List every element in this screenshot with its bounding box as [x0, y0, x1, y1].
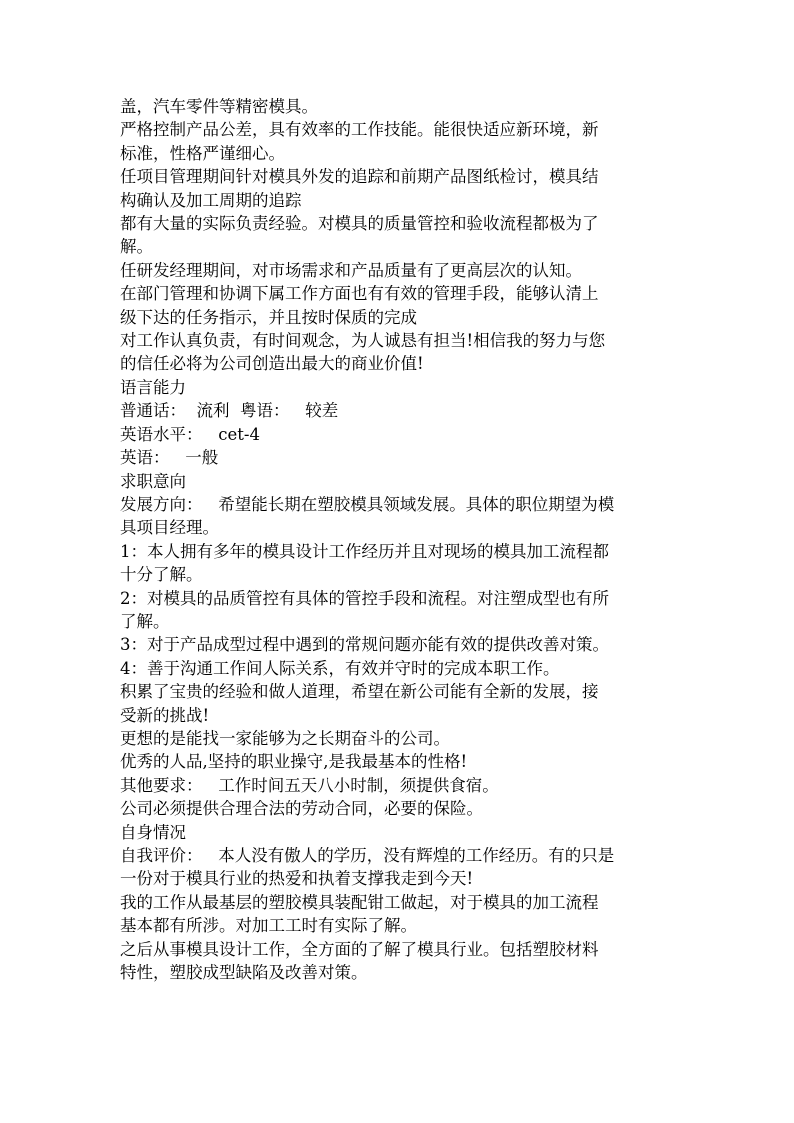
- text-line: 1：本人拥有多年的模具设计工作经历并且对现场的模具加工流程都: [120, 541, 609, 561]
- text-line: 英语水平： cet-4: [120, 424, 260, 444]
- text-line: 4：善于沟通工作间人际关系，有效并守时的完成本职工作。: [120, 658, 560, 678]
- text-line: 解。: [120, 237, 153, 257]
- section-heading-language: 语言能力: [120, 377, 186, 397]
- text-line: 盖，汽车零件等精密模具。: [120, 97, 318, 116]
- text-line: 英语： 一般: [120, 448, 219, 468]
- text-line: 任研发经理期间，对市场需求和产品质量有了更高层次的认知。: [120, 260, 582, 280]
- text-line: 严格控制产品公差，具有效率的工作技能。能很快适应新环境，新: [120, 120, 599, 140]
- text-line: 在部门管理和协调下属工作方面也有有效的管理手段，能够认清上: [120, 284, 599, 304]
- text-line: 普通话： 流利 粤语： 较差: [120, 401, 339, 421]
- text-line: 其他要求： 工作时间五天八小时制，须提供食宿。: [120, 775, 499, 795]
- section-heading-job-intention: 求职意向: [120, 471, 186, 491]
- text-line: 任项目管理期间针对模具外发的追踪和前期产品图纸检讨，模具结: [120, 167, 599, 187]
- text-line: 受新的挑战!: [120, 705, 210, 725]
- text-line: 的信任必将为公司创造出最大的商业价值!: [120, 354, 424, 374]
- section-heading-self-situation: 自身情况: [120, 822, 186, 842]
- text-line: 标准，性格严谨细心。: [120, 143, 285, 163]
- text-line: 级下达的任务指示，并且按时保质的完成: [120, 307, 417, 327]
- text-line: 之后从事模具设计工作，全方面的了解了模具行业。包括塑胶材料: [120, 939, 599, 959]
- text-line: 自我评价： 本人没有傲人的学历，没有辉煌的工作经历。有的只是: [120, 846, 615, 865]
- text-line: 公司必须提供合理合法的劳动合同，必要的保险。: [120, 799, 483, 819]
- text-line: 发展方向： 希望能长期在塑胶模具领域发展。具体的职位期望为模: [120, 494, 615, 514]
- text-line: 我的工作从最基层的塑胶模具装配钳工做起，对于模具的加工流程: [120, 892, 599, 912]
- text-line: 2：对模具的品质管控有具体的管控手段和流程。对注塑成型也有所: [120, 588, 609, 608]
- text-line: 都有大量的实际负责经验。对模具的质量管控和验收流程都极为了: [120, 214, 599, 234]
- text-line: 优秀的人品,坚持的职业操守,是我最基本的性格!: [120, 752, 468, 772]
- text-line: 了解。: [120, 611, 170, 631]
- text-line: 3：对于产品成型过程中遇到的常规问题亦能有效的提供改善对策。: [120, 635, 609, 655]
- text-line: 一份对于模具行业的热爱和执着支撑我走到今天!: [120, 869, 474, 889]
- text-line: 积累了宝贵的经验和做人道理，希望在新公司能有全新的发展，接: [120, 682, 599, 702]
- text-line: 具项目经理。: [120, 518, 219, 538]
- text-line: 基本都有所涉。对加工工时有实际了解。: [120, 916, 417, 936]
- text-line: 特性，塑胶成型缺陷及改善对策。: [120, 963, 368, 983]
- text-line: 构确认及加工周期的追踪: [120, 190, 302, 210]
- document-page: [120, 95, 676, 984]
- text-line: 十分了解。: [120, 565, 203, 585]
- text-line: 更想的是能找一家能够为之长期奋斗的公司。: [120, 728, 450, 748]
- text-line: 对工作认真负责，有时间观念，为人诚恳有担当!相信我的努力与您: [120, 331, 606, 351]
